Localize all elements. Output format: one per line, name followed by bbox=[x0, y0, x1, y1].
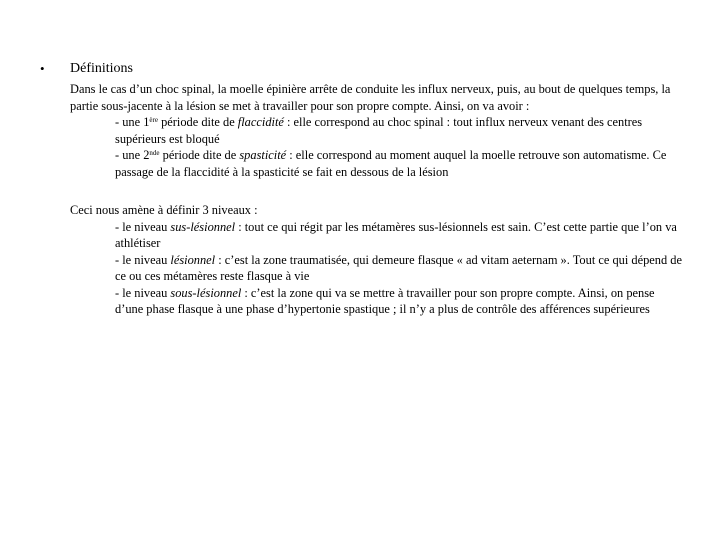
level-term: lésionnel bbox=[170, 252, 216, 267]
level-term: sous-lésionnel bbox=[170, 285, 242, 300]
level-item bbox=[115, 252, 682, 285]
level-item bbox=[115, 285, 682, 318]
level-description: : c’est la zone traumatisée, qui demeure flasque « ad vitam aeternam ». Tout ce qui dépend de ce ou ces métamères reste flasque à vie bbox=[115, 252, 682, 283]
slide-content bbox=[70, 81, 682, 318]
period-prefix: - une 1 bbox=[115, 115, 150, 129]
level-prefix: - le niveau bbox=[115, 219, 171, 234]
period-ordinal-suffix: ère bbox=[149, 116, 158, 124]
section-title: Définitions bbox=[70, 61, 133, 76]
period-middle: période dite de bbox=[157, 115, 238, 129]
period-prefix: - une 2 bbox=[115, 148, 150, 162]
intro-paragraph: Dans le cas d’un choc spinal, la moelle épinière arrête de conduite les influx nerveux, puis, au bout de quelques temps, la partie sous-jacente à la lésion se met à travailler pour son propre compte. Ainsi, on va avoir : bbox=[70, 82, 671, 113]
level-prefix: - le niveau bbox=[115, 252, 171, 267]
period-item bbox=[115, 114, 682, 147]
bullet-point: • bbox=[40, 61, 45, 76]
level-description: : tout ce qui régit par les métamères sus-lésionnels est sain. C’est cette partie que l’on va athlétiser bbox=[115, 219, 677, 250]
level-term: sus-lésionnel bbox=[170, 219, 236, 234]
period-item bbox=[115, 147, 682, 180]
paragraph-spacer bbox=[70, 180, 682, 202]
level-description: : c’est la zone qui va se mettre à travailler pour son propre compte. Ainsi, on pense d’une phase flasque à une phase d’hypertonie spastique ; il n’y a plus de contrôle des afférences supérieures bbox=[115, 285, 655, 316]
levels-intro: Ceci nous amène à définir 3 niveaux : bbox=[70, 203, 258, 217]
period-term: flaccidité bbox=[237, 115, 284, 129]
level-item bbox=[115, 219, 682, 252]
period-description: : elle correspond au choc spinal : tout influx nerveux venant des centres supérieurs est bloqué bbox=[115, 115, 643, 146]
period-ordinal-suffix: nde bbox=[149, 149, 160, 157]
period-middle: période dite de bbox=[159, 148, 240, 162]
level-prefix: - le niveau bbox=[115, 285, 171, 300]
period-description: : elle correspond au moment auquel la moelle retrouve son automatisme. Ce passage de la flaccidité à la spasticité se fait en dessous de la lésion bbox=[115, 148, 667, 179]
period-term: spasticité bbox=[239, 148, 287, 162]
